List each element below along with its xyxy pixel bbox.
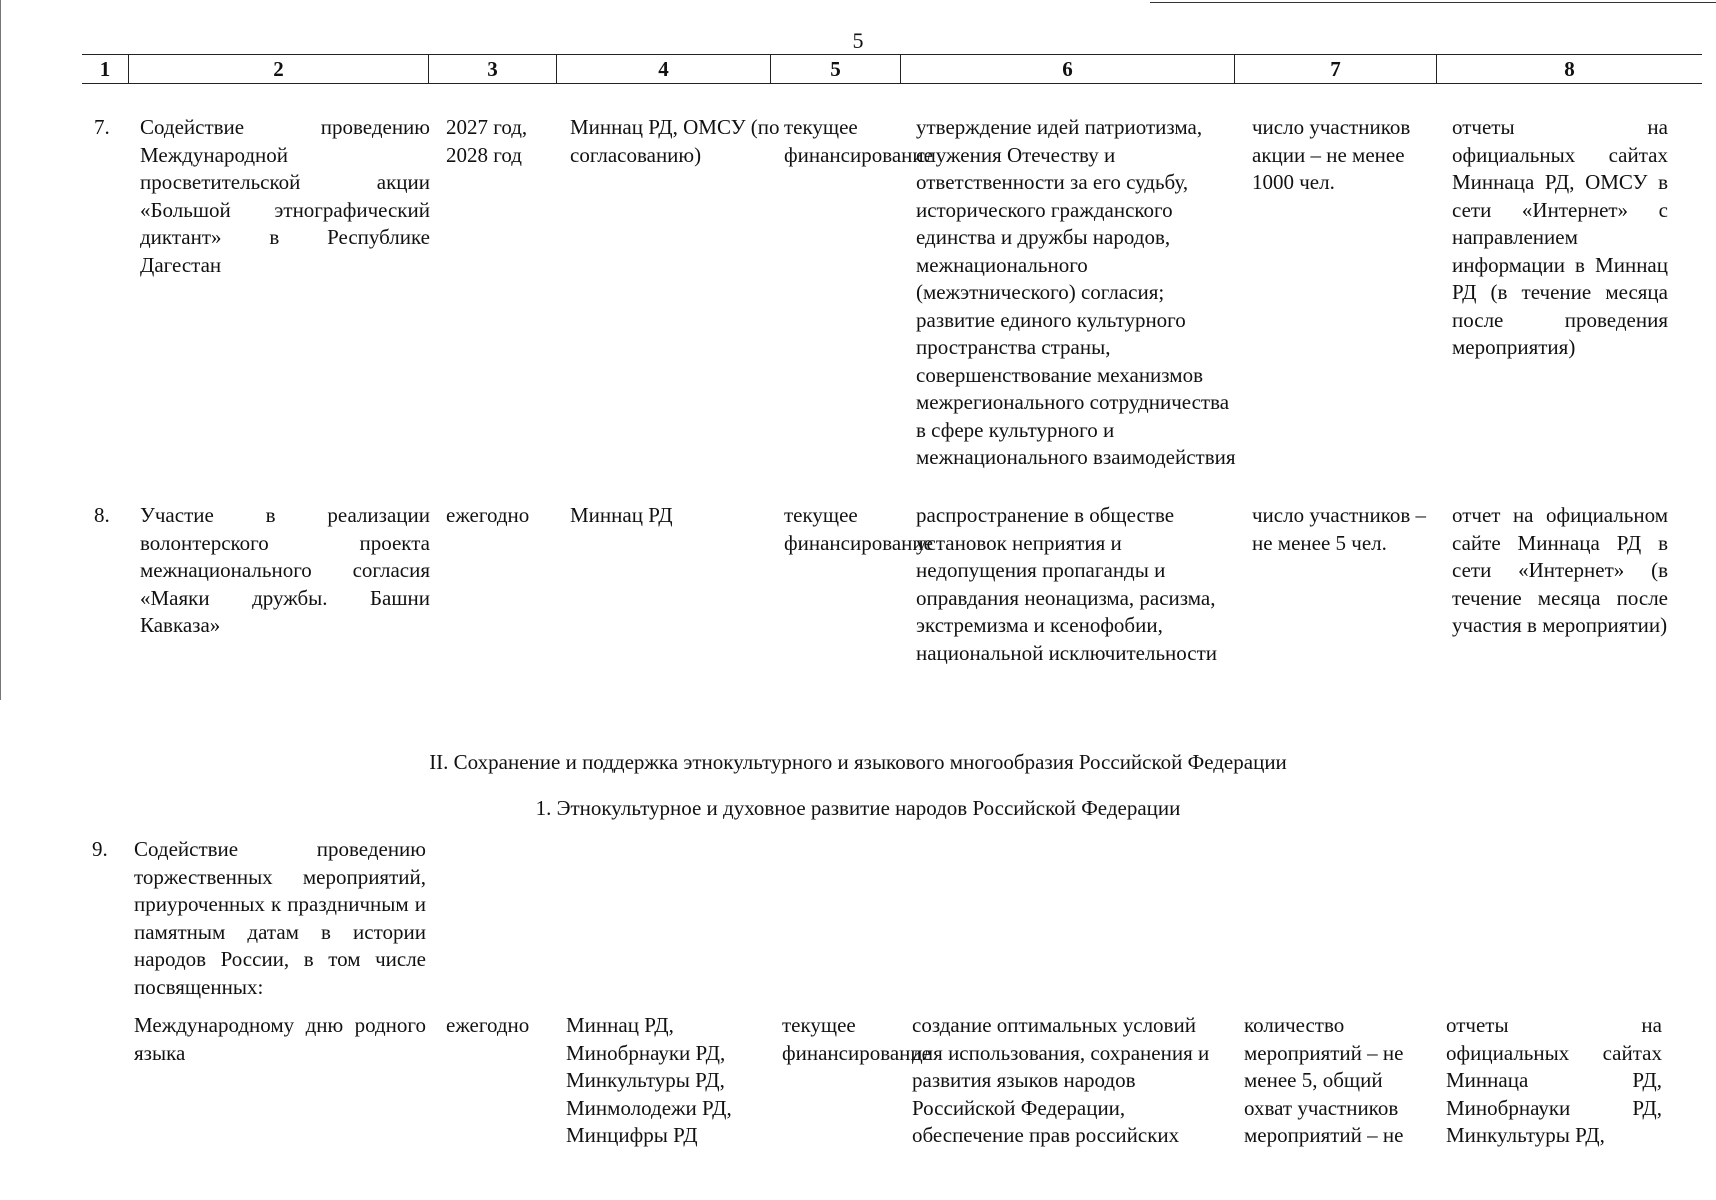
event-financing: текущее финансирование xyxy=(782,1013,931,1065)
event-term: ежегодно xyxy=(446,503,530,527)
section-title: II. Сохранение и поддержка этнокультурного и языкового многообразия Российской Федерации xyxy=(429,750,1287,774)
event-name: Участие в реализации волонтерского проекта межнационального согласия «Маяки дружбы. Башни Кавказа» xyxy=(140,503,430,637)
event-executors: Миннац РД xyxy=(570,503,673,527)
top-rule xyxy=(1150,2,1716,3)
header-col-1: 1 xyxy=(99,57,111,81)
event-financing: текущее финансирование xyxy=(784,503,933,555)
row-number: 7. xyxy=(94,115,110,139)
event-result: распространение в обществе установок неприятия и недопущения пропаганды и оправдания неонацизма, расизма, экстремизма и ксенофобии, национальной исключительности xyxy=(916,503,1218,665)
event-term: ежегодно xyxy=(446,1013,530,1037)
row-number: 8. xyxy=(94,503,110,527)
page-number: 5 xyxy=(852,28,864,53)
header-col-3: 3 xyxy=(428,55,556,83)
event-term: 2027 год, 2028 год xyxy=(446,115,528,167)
event-report: отчеты на официальных сайтах Миннаца РД, Минобрнауки РД, Минкультуры РД, xyxy=(1446,1013,1662,1147)
header-col-5: 5 xyxy=(770,55,900,83)
header-col-4: 4 xyxy=(556,55,770,83)
event-result: утверждение идей патриотизма, служения Отечеству и ответственности за его судьбу, исторического гражданского единства и дружбы народов, межнационального (межэтнического) согласия; развитие единого культурного пространства страны, совершенствование механизмов межрегионального сотрудничества в сфере культурного и межнационального взаимодействия xyxy=(916,115,1236,469)
event-indicator: число участников акции – не менее 1000 чел. xyxy=(1252,115,1411,194)
subsection-title: 1. Этнокультурное и духовное развитие народов Российской Федерации xyxy=(535,796,1181,820)
event-indicator: количество мероприятий – не менее 5, общий охват участников мероприятий – не xyxy=(1244,1013,1404,1147)
event-report: отчет на официальном сайте Миннаца РД в сети «Интернет» (в течение месяца после участия в мероприятии) xyxy=(1452,503,1668,637)
row-number: 9. xyxy=(92,837,108,861)
event-name: Содействие проведению торжественных мероприятий, приуроченных к праздничным и памятным датам в истории народов России, в том числе посвященных: xyxy=(134,837,426,999)
event-executors: Миннац РД, Минобрнауки РД, Минкультуры РД, Минмолодежи РД, Минцифры РД xyxy=(566,1013,732,1147)
header-col-6: 6 xyxy=(900,55,1234,83)
event-financing: текущее финансирование xyxy=(784,115,933,167)
event-name: Содействие проведению Международной просветительской акции «Большой этнографический диктант» в Республике Дагестан xyxy=(140,115,430,277)
left-margin-line xyxy=(0,0,1,700)
header-col-7: 7 xyxy=(1234,55,1436,83)
table-header xyxy=(82,54,1702,84)
header-col-8: 8 xyxy=(1436,55,1702,83)
event-indicator: число участников – не менее 5 чел. xyxy=(1252,503,1427,555)
event-name: Международному дню родного языка xyxy=(134,1013,426,1065)
event-result: создание оптимальных условий для использования, сохранения и развития языков народов Российской Федерации, обеспечение прав российских xyxy=(912,1013,1210,1147)
event-report: отчеты на официальных сайтах Миннаца РД, ОМСУ в сети «Интернет» с направлением информации в Миннац РД (в течение месяца после проведения мероприятия) xyxy=(1452,115,1668,359)
header-col-2: 2 xyxy=(128,55,428,83)
event-executors: Миннац РД, ОМСУ (по согласованию) xyxy=(570,115,780,167)
